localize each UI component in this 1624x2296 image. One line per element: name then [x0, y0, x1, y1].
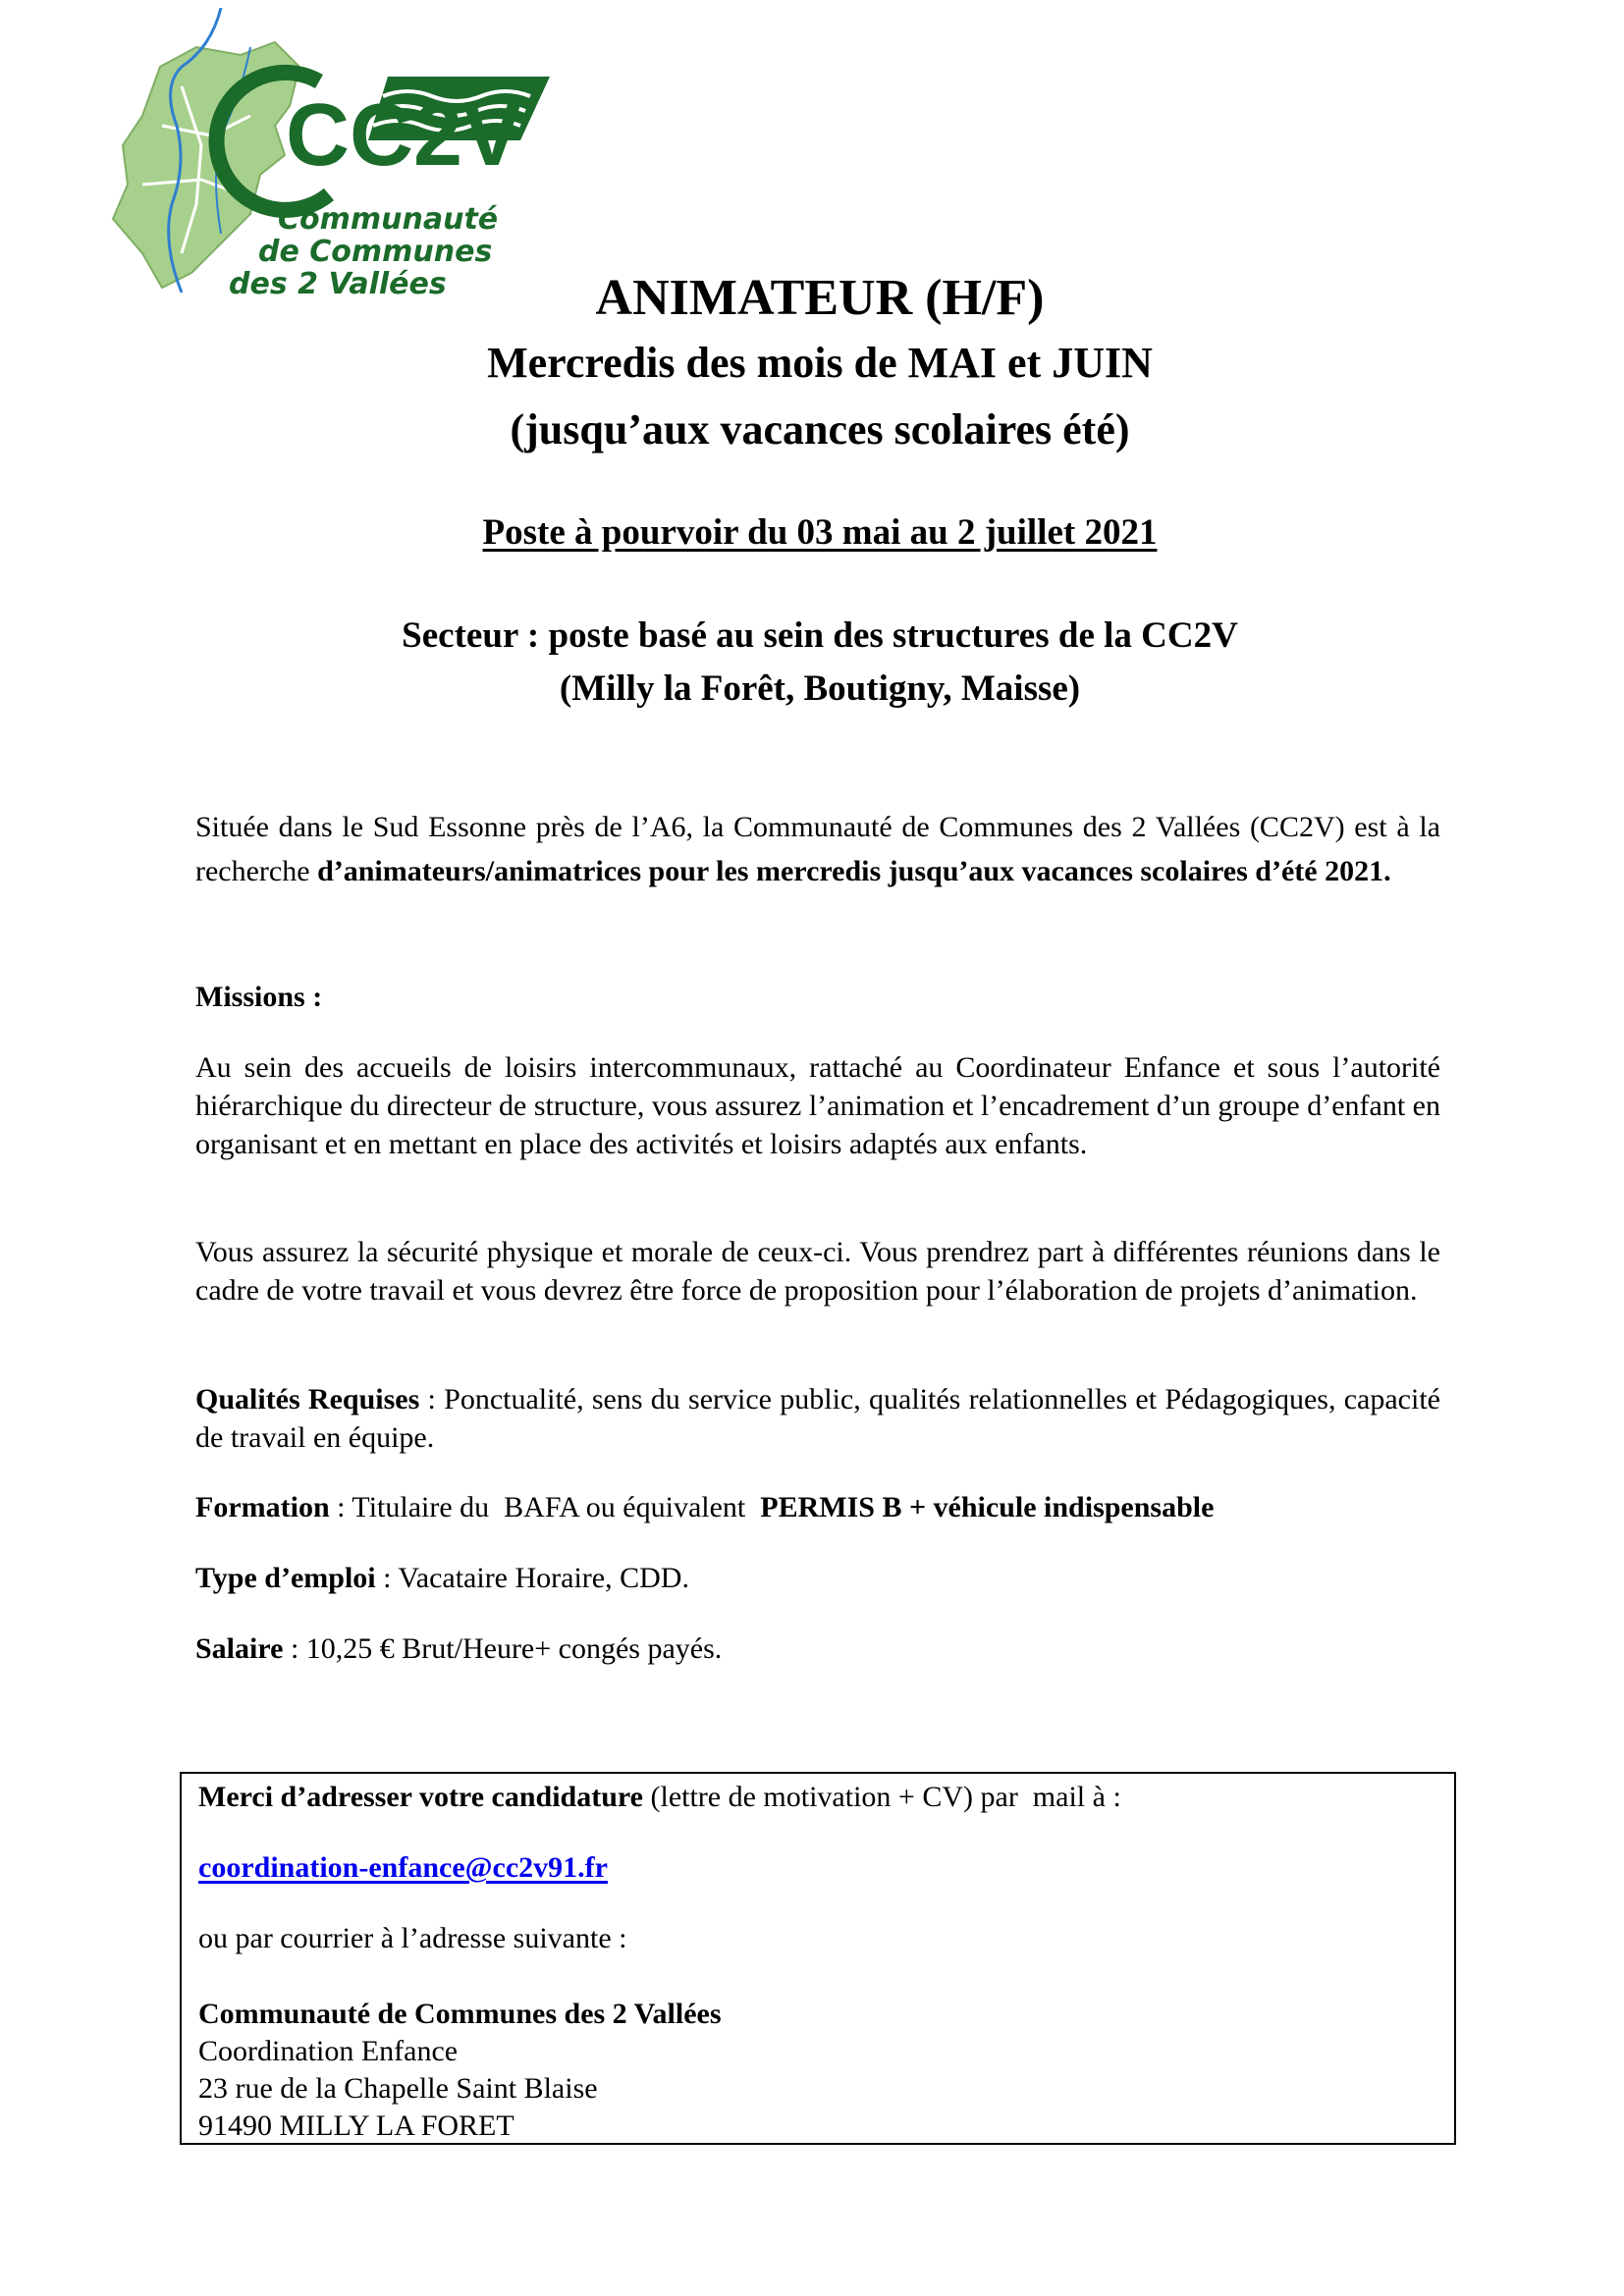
contact-intro	[198, 1779, 1121, 1816]
logo-line3: des 2 Vallées	[229, 267, 447, 301]
secteur-locations: (Milly la Forêt, Boutigny, Maisse)	[559, 668, 1081, 709]
type-emploi-text: : Vacataire Horaire, CDD.	[375, 1562, 689, 1594]
type-emploi-line	[195, 1559, 1440, 1597]
contact-or-text: ou par courrier à l’adresse suivante :	[198, 1922, 627, 1954]
poste-dates	[196, 506, 1443, 561]
contact-box	[180, 1772, 1456, 2145]
contact-email-link[interactable]: coordination-enfance@cc2v91.fr	[198, 1851, 608, 1884]
address-city: 91490 MILLY LA FORET	[198, 2109, 514, 2142]
address-organization: Communauté de Communes des 2 Vallées	[198, 1998, 722, 2030]
intro-paragraph	[195, 805, 1440, 893]
subtitle-holidays: (jusqu’aux vacances scolaires été)	[510, 405, 1130, 454]
qualites-label: Qualités Requises	[195, 1383, 420, 1415]
salaire-label: Salaire	[195, 1632, 284, 1665]
contact-intro-plain: (lettre de motivation + CV) par mail à :	[643, 1781, 1121, 1813]
address-department: Coordination Enfance	[198, 2035, 459, 2067]
address-street: 23 rue de la Chapelle Saint Blaise	[198, 2072, 598, 2105]
subtitle-period: Mercredis des mois de MAI et JUIN	[487, 339, 1153, 387]
salaire-text: : 10,25 € Brut/Heure+ congés payés.	[283, 1632, 723, 1665]
logo-line2: de Communes	[258, 235, 493, 269]
formation-label: Formation	[195, 1491, 330, 1523]
formation-line	[195, 1488, 1440, 1526]
salaire-line	[195, 1629, 1440, 1668]
contact-intro-bold: Merci d’adresser votre candidature	[198, 1781, 643, 1813]
intro-bold: d’animateurs/animatrices pour les mercredis jusqu’aux vacances scolaires d’été 2021.	[317, 855, 1391, 887]
page-title: ANIMATEUR (H/F)	[595, 270, 1045, 326]
logo-cc2v-text: CC2V	[286, 86, 522, 185]
missions-paragraph-2: Vous assurez la sécurité physique et morale de ceux-ci. Vous prendrez part à différentes réunions dans le cadre de votre travail et vous devrez être force de proposition pour l’élaboration de projets d’animation.	[195, 1236, 1440, 1307]
secteur-line: Secteur : poste basé au sein des structures de la CC2V	[402, 615, 1238, 656]
intro-plain: Située dans le Sud Essonne près de l’A6, la Communauté de Communes des 2 Vallées (CC2V) est à la recherche	[195, 811, 1440, 887]
missions-paragraph-1: Au sein des accueils de loisirs intercommunaux, rattaché au Coordinateur Enfance et sous l’autorité hiérarchique du directeur de structure, vous assurez l’animation et l’encadrement d’un groupe d’enfant en organisant et en mettant en place des activités et loisirs adaptés aux enfants.	[195, 1051, 1440, 1160]
poste-dates-text: Poste à pourvoir du 03 mai au 2 juillet 2021	[482, 512, 1158, 553]
qualites-text: : Ponctualité, sens du service public, qualités relationnelles et Pédagogiques, capacité de travail en équipe.	[195, 1383, 1440, 1454]
qualites-paragraph	[195, 1380, 1440, 1457]
logo-line1: Communauté	[278, 202, 499, 237]
formation-permis: PERMIS B + véhicule indispensable	[760, 1491, 1215, 1523]
formation-text: : Titulaire du BAFA ou équivalent	[329, 1491, 761, 1523]
type-emploi-label: Type d’emploi	[195, 1562, 376, 1594]
missions-heading: Missions :	[195, 981, 323, 1013]
